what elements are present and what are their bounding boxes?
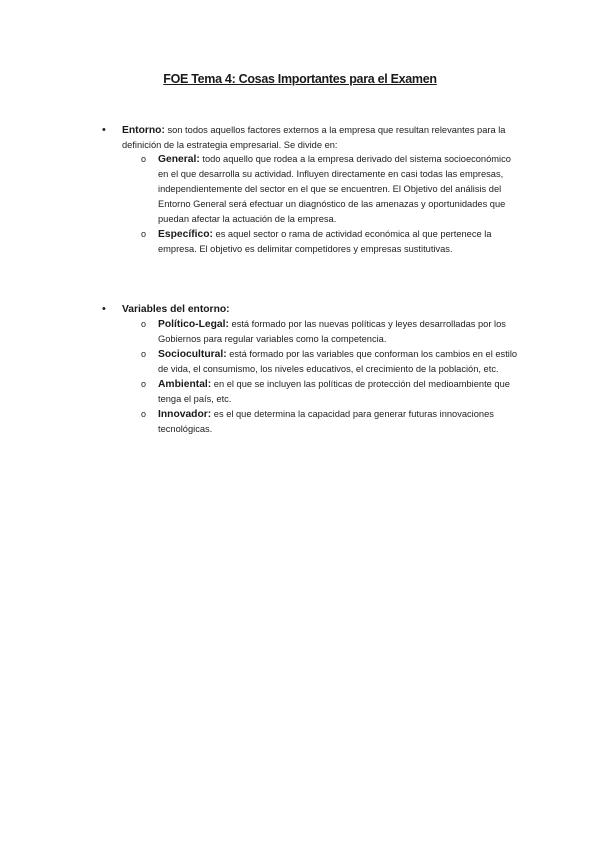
subitem-general-text: todo aquello que rodea a la empresa derivado del sistema socioeconómico en el que desarrolla su actividad. Influyen directamente en casi todas las empresas, independientemente del sector en el que se encuentren. El Objetivo del análisis del Entorno General será efectuar un diagnóstico de las amenazas y oportunidades que puedan afectar la actuación de la empresa. [158,154,511,224]
variables-subitems [158,317,518,437]
subitem-ambiental-label: Ambiental: [158,379,212,390]
subitem-especifico-text: es aquel sector o rama de actividad económica al que pertenece la empresa. El objetivo es delimitar competidores y empresas sustitutivas. [158,229,492,254]
subitem-innovador-label: Innovador: [158,409,212,420]
subitem-sociocultural [158,347,518,377]
subitem-sociocultural-label: Sociocultural: [158,349,227,360]
entorno-section [122,123,522,257]
entorno-subitems [158,152,518,257]
bullet-variables [122,302,522,437]
entorno-heading: Entorno: [122,125,165,136]
subitem-politico-legal-text: está formado por las nuevas políticas y leyes desarrolladas por los Gobiernos para regular variables como la competencia. [158,319,506,344]
subitem-politico-legal [158,317,518,347]
variables-section [122,302,522,437]
entorno-text: son todos aquellos factores externos a la empresa que resultan relevantes para la definición de la estrategia empresarial. Se divide en: [122,125,506,150]
variables-heading: Variables del entorno: [122,304,230,315]
subitem-especifico [158,227,518,257]
subitem-innovador [158,407,518,437]
bullet-entorno [122,123,522,257]
subitem-politico-legal-label: Político-Legal: [158,319,229,330]
subitem-general [158,152,518,227]
subitem-general-label: General: [158,154,200,165]
subitem-sociocultural-text: está formado por las variables que conforman los cambios en el estilo de vida, el consumismo, los niveles educativos, el crecimiento de la población, etc. [158,349,518,374]
subitem-especifico-label: Específico: [158,229,213,240]
subitem-ambiental-text: en el que se incluyen las políticas de protección del medioambiente que tenga el país, etc. [158,379,510,404]
page-title: FOE Tema 4: Cosas Importantes para el Examen [163,72,437,86]
subitem-innovador-text: es el que determina la capacidad para generar futuras innovaciones tecnológicas. [158,409,494,434]
subitem-ambiental [158,377,518,407]
